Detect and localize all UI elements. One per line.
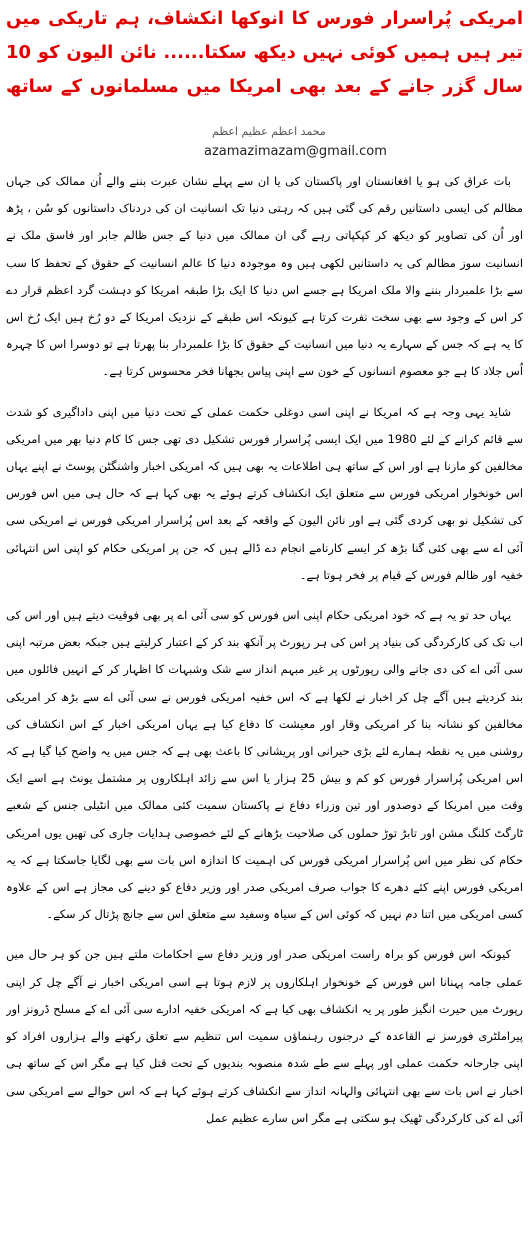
article-paragraph: شاید یہی وجہ ہے کہ امریکا نے اپنی اسی دوغلی حکمت عملی کے تحت دنیا میں اپنی داداگیری کو شدت سے قائم کرانے کے لئے 1980 میں ایک ایسی پُراسرار فورس تشکیل دی تھی جس کا کام دنیا بھر میں امریکی مخالفین کو مارنا ہے اور اس کے ساتھ ہی اطلاعات یہ بھی ہیں کہ امریکی اخبار واشنگٹن پوسٹ نے اپنے یہاں اس خونخوار امریکی فورس سے متعلق ایک انکشاف کرتے ہوئے یہ بھی کہا ہے کہ حال ہی میں اس فورس کی تشکیل نو بھی کردی گئی ہے اور نائن الیون کے واقعہ کے بعد اس پُراسرار امریکی فورس نے امریکی سی آئی اے سے بھی کئی گنا بڑھ کر ایسے کارنامے انجام دے ڈالے ہیں کہ جن پر امریکی حکام کو اپنی اس انتہائی خفیہ اور ظالم فورس کے قیام پر فخر ہوتا ہے۔: [6, 404, 523, 582]
author-name: محمد اعظم عظیم اعظم: [212, 125, 326, 138]
article-paragraph: یہاں حد تو یہ ہے کہ خود امریکی حکام اپنی اس فورس کو سی آئی اے پر بھی فوقیت دیتے ہیں اور اس کی اب تک کی کارکردگی کی بنیاد پر اس کی ہر رپورٹ پر آنکھ بند کر کے اعتبار کرلیتے ہیں جبکہ بعض مرتبہ اپنی سی آئی اے کی دی جانے والی رپورٹوں پر غیر مبہم انداز سے شک وشبہات کا اظہار کر کے انہیں فائلوں میں بند کردیتے ہیں آگے چل کر اخبار نے لکھا ہے کہ اس خفیہ امریکی فورس نے سی آئی اے سے بڑھ کر امریکی مخالفین کو نشانہ بنا کر امریکی وقار اور معیشت کا دفاع کیا ہے یہاں امریکی اخبار کے اس انکشاف کی روشنی میں یہ نقطہ ہمارے لئے بڑی حیرانی اور پریشانی کا باعث بھی ہے کہ جس میں یہ واضح کیا گیا ہے کہ اس امریکی پُراسرار فورس کو کم و بیش 25 ہزار یا اس سے زائد اہلکاروں پر مشتمل یونٹ ہے اسے ایک وقت میں امریکا کے دوصدور اور تین وزراء دفاع نے پاکستان سمیت کئی ممالک میں انٹیلی جنس کے شعبے ٹارگٹ کلنگ مشن اور تابڑ توڑ حملوں کی صلاحیت بڑھانے کے لئے خصوصی ہدایات جاری کی تھیں یوں امریکی حکام کی نظر میں اس پُراسرار امریکی فورس کی اہمیت کا اندازہ اس بات سے بھی لگایا جاسکتا ہے کہ یہ امریکی فورس اپنے کئے دھرے کا جواب صرف امریکی صدر اور وزیر دفاع کو دینے کی مجاز ہے اس کے علاوہ کسی امریکی میں اتنا دم نہیں کہ کوئی اس کے سیاہ وسفید سے متعلق اس سے جانچ پڑتال کر سکے۔: [6, 608, 523, 922]
author-email[interactable]: azamazimazam@gmail.com: [204, 144, 387, 159]
article-paragraph: بات عراق کی ہو یا افغانستان اور پاکستان کی یا ان سے پہلے نشان عبرت بننے والے اُن ممالک کی جہاں مظالم کی ایسی داستانیں رقم کی گئی ہیں کہ رہتی دنیا تک انسانیت ان کی دردناک داستانوں کو سُن ، پڑھ اور اُن کی تصاویر کو دیکھ کر کپکپاتی رہے گی ان ممالک میں دنیا کے جس ظالم جابر اور فاسق ملک نے انسانیت سوز مظالم کی یہ داستانیں لکھی ہیں وہ موجودہ دنیا کا عالم انسانیت کے حقوق کے تحفظ کا سب سے بڑا علمبردار بننے والا ملک امریکا ہے جسے اس دنیا کا ایک بڑا طبقہ امریکا کو دہشت گرد اعظم قرار دے کر اس کے وجود سے بھی سخت نفرت کرتا ہے کیونکہ اس طبقے کے نزدیک امریکا کے دو رُخ ہیں ایک رُخ اس کا یہ ہے کہ جس کے سہارے یہ دنیا میں انسانیت کے حقوق کا بڑا علمبردار بنا پھرتا ہے تو دوسرا اس کا چہرہ اُس جلاد کا ہے جو معصوم انسانوں کے خون سے اپنی پیاس بجھانا فخر محسوس کرتا ہے۔: [6, 174, 523, 379]
headline: امریکی پُراسرار فورس کا انوکھا انکشاف، ہم تاریکی میں تیر ہیں ہمیں کوئی نہیں دیکھ سکتا...... نائن الیون کو 10 سال گزر جانے کے بعد بھی امریکا میں مسلمانوں کے ساتھ: [6, 8, 523, 97]
article-paragraph: کیونکہ اس فورس کو براہ راست امریکی صدر اور وزیر دفاع سے احکامات ملتے ہیں جن کو ہر حال میں عملی جامہ پہنانا اس فورس کے خونخوار اہلکاروں پر لازم ہوتا ہے اسی امریکی اخبار نے آگے چل کر اپنی رپورٹ میں حیرت انگیز طور پر یہ انکشاف بھی کیا ہے کہ امریکی خفیہ ادارے سی آئی اے کے مسلح ڈرونز اور پیراملٹری فورسز نے القاعدہ کے درجنوں رہنماؤں سمیت اس تنظیم سے تعلق رکھنے والے ہزاروں افراد کو اپنی جارحانہ حکمت عملی اور پہلے سے طے شدہ منصوبہ بندیوں کے تحت قتل کیا ہے مگر اس کے ساتھ ہی اخبار نے اس بات سے بھی انتہائی والہانہ انداز سے انکشاف کرتے ہوئے کہا ہے کہ اس حوالے سے امریکی سی آئی اے کی کارکردگی ٹھیک ہو سکتی ہے مگر اس سارے عظیم عمل: [6, 947, 523, 1125]
article-body: [6, 168, 523, 1258]
